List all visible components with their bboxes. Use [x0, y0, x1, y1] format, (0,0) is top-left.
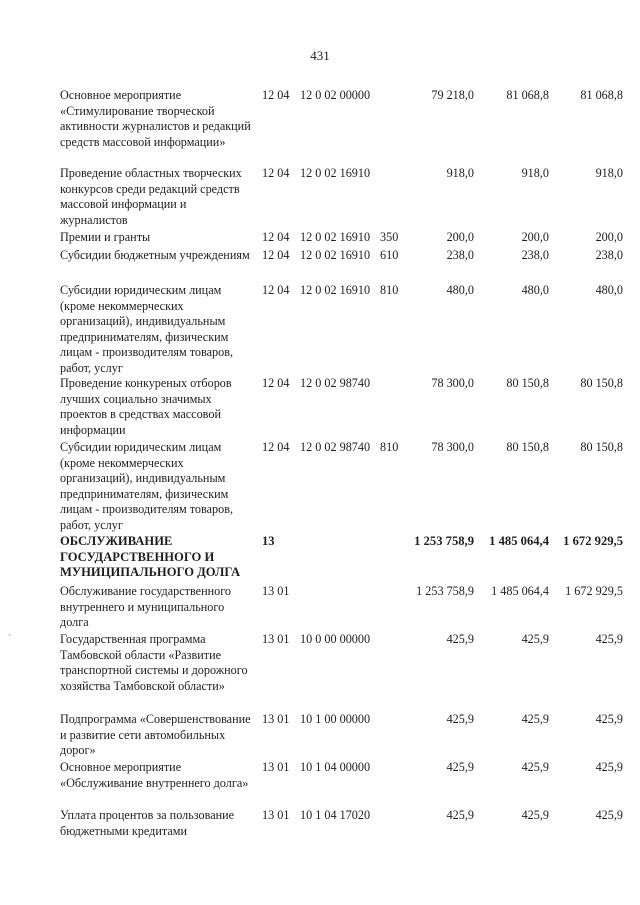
item-name: Обслуживание государственного внутреннего и муниципального долга: [60, 584, 231, 630]
target-article-code: 12 0 02 16910: [300, 230, 371, 244]
amount-year-2: 425,9: [521, 632, 549, 646]
amount-year-3: 480,0: [595, 283, 623, 297]
amount-year-2: 80 150,8: [506, 376, 549, 390]
target-article-code: 10 0 00 00000: [300, 632, 371, 646]
expense-type-code: 810: [380, 440, 399, 454]
amount-year-1: 78 300,0: [431, 440, 474, 454]
target-article-code: 12 0 02 98740: [300, 376, 371, 390]
section-code: 13 01: [262, 760, 290, 774]
target-article-code: 10 1 04 00000: [300, 760, 371, 774]
section-code: 12 04: [262, 166, 290, 180]
amount-year-3: 81 068,8: [580, 88, 623, 102]
target-article-code: 12 0 02 16910: [300, 166, 371, 180]
section-code: 13 01: [262, 808, 290, 822]
section-code: 12 04: [262, 440, 290, 454]
amount-year-2: 1 485 064,4: [489, 534, 549, 548]
amount-year-1: 425,9: [446, 712, 474, 726]
section-code: 13 01: [262, 584, 290, 598]
amount-year-2: 480,0: [521, 283, 549, 297]
amount-year-1: 425,9: [446, 760, 474, 774]
amount-year-1: 1 253 758,9: [416, 584, 474, 598]
section-code: 13 01: [262, 712, 290, 726]
item-name: Проведение конкуреных отборов лучших социально значимых проектов в средствах массовой информации: [60, 376, 232, 437]
amount-year-3: 918,0: [595, 166, 623, 180]
amount-year-2: 425,9: [521, 760, 549, 774]
scan-mark: `: [8, 634, 12, 645]
amount-year-1: 480,0: [446, 283, 474, 297]
amount-year-3: 238,0: [595, 248, 623, 262]
item-name: Подпрограмма «Совершенствование и развитие сети автомобильных дорог»: [60, 712, 251, 758]
amount-year-3: 425,9: [595, 632, 623, 646]
amount-year-3: 425,9: [595, 808, 623, 822]
item-name: Проведение областных творческих конкурсов среди редакций средств массовой информации и журналистов: [60, 166, 242, 227]
amount-year-2: 1 485 064,4: [491, 584, 549, 598]
section-code: 13 01: [262, 632, 290, 646]
amount-year-3: 200,0: [595, 230, 623, 244]
item-name: Премии и гранты: [60, 230, 151, 244]
amount-year-3: 80 150,8: [580, 376, 623, 390]
section-code: 12 04: [262, 230, 290, 244]
page-number: 431: [310, 48, 330, 63]
item-name: Основное мероприятие «Обслуживание внутреннего долга»: [60, 760, 249, 790]
section-code: 13: [262, 534, 275, 548]
amount-year-3: 80 150,8: [580, 440, 623, 454]
amount-year-1: 1 253 758,9: [414, 534, 474, 548]
item-name: Субсидии бюджетным учреждениям: [60, 248, 250, 262]
target-article-code: 12 0 02 98740: [300, 440, 371, 454]
amount-year-1: 425,9: [446, 808, 474, 822]
amount-year-2: 918,0: [521, 166, 549, 180]
item-name: Основное мероприятие «Стимулирование творческой активности журналистов и редакций средств массовой информации»: [60, 88, 251, 149]
amount-year-1: 200,0: [446, 230, 474, 244]
amount-year-1: 425,9: [446, 632, 474, 646]
amount-year-2: 425,9: [521, 712, 549, 726]
amount-year-1: 78 300,0: [431, 376, 474, 390]
amount-year-2: 81 068,8: [506, 88, 549, 102]
amount-year-2: 200,0: [521, 230, 549, 244]
item-name: Субсидии юридическим лицам (кроме некоммерческих организаций), индивидуальным предпринимателям, физическим лицам - производителям товаров, работ, услуг: [60, 440, 234, 532]
amount-year-2: 425,9: [521, 808, 549, 822]
section-code: 12 04: [262, 376, 290, 390]
section-code: 12 04: [262, 248, 290, 262]
target-article-code: 10 1 00 00000: [300, 712, 371, 726]
amount-year-2: 238,0: [521, 248, 549, 262]
item-name: ОБСЛУЖИВАНИЕ ГОСУДАРСТВЕННОГО И МУНИЦИПАЛЬНОГО ДОЛГА: [60, 534, 241, 580]
amount-year-1: 79 218,0: [431, 88, 474, 102]
item-name: Субсидии юридическим лицам (кроме некоммерческих организаций), индивидуальным предпринимателям, физическим лицам - производителям товаров, работ, услуг: [60, 283, 234, 375]
item-name: Уплата процентов за пользование бюджетными кредитами: [60, 808, 235, 838]
amount-year-1: 238,0: [446, 248, 474, 262]
amount-year-3: 1 672 929,5: [563, 534, 623, 548]
amount-year-3: 1 672 929,5: [565, 584, 623, 598]
expense-type-code: 810: [380, 283, 399, 297]
section-code: 12 04: [262, 88, 290, 102]
target-article-code: 12 0 02 16910: [300, 248, 371, 262]
section-code: 12 04: [262, 283, 290, 297]
expense-type-code: 610: [380, 248, 399, 262]
amount-year-3: 425,9: [595, 760, 623, 774]
expense-type-code: 350: [380, 230, 399, 244]
target-article-code: 10 1 04 17020: [300, 808, 371, 822]
amount-year-2: 80 150,8: [506, 440, 549, 454]
target-article-code: 12 0 02 00000: [300, 88, 371, 102]
amount-year-3: 425,9: [595, 712, 623, 726]
amount-year-1: 918,0: [446, 166, 474, 180]
target-article-code: 12 0 02 16910: [300, 283, 371, 297]
item-name: Государственная программа Тамбовской области «Развитие транспортной системы и дорожного хозяйства Тамбовской области»: [60, 632, 248, 693]
